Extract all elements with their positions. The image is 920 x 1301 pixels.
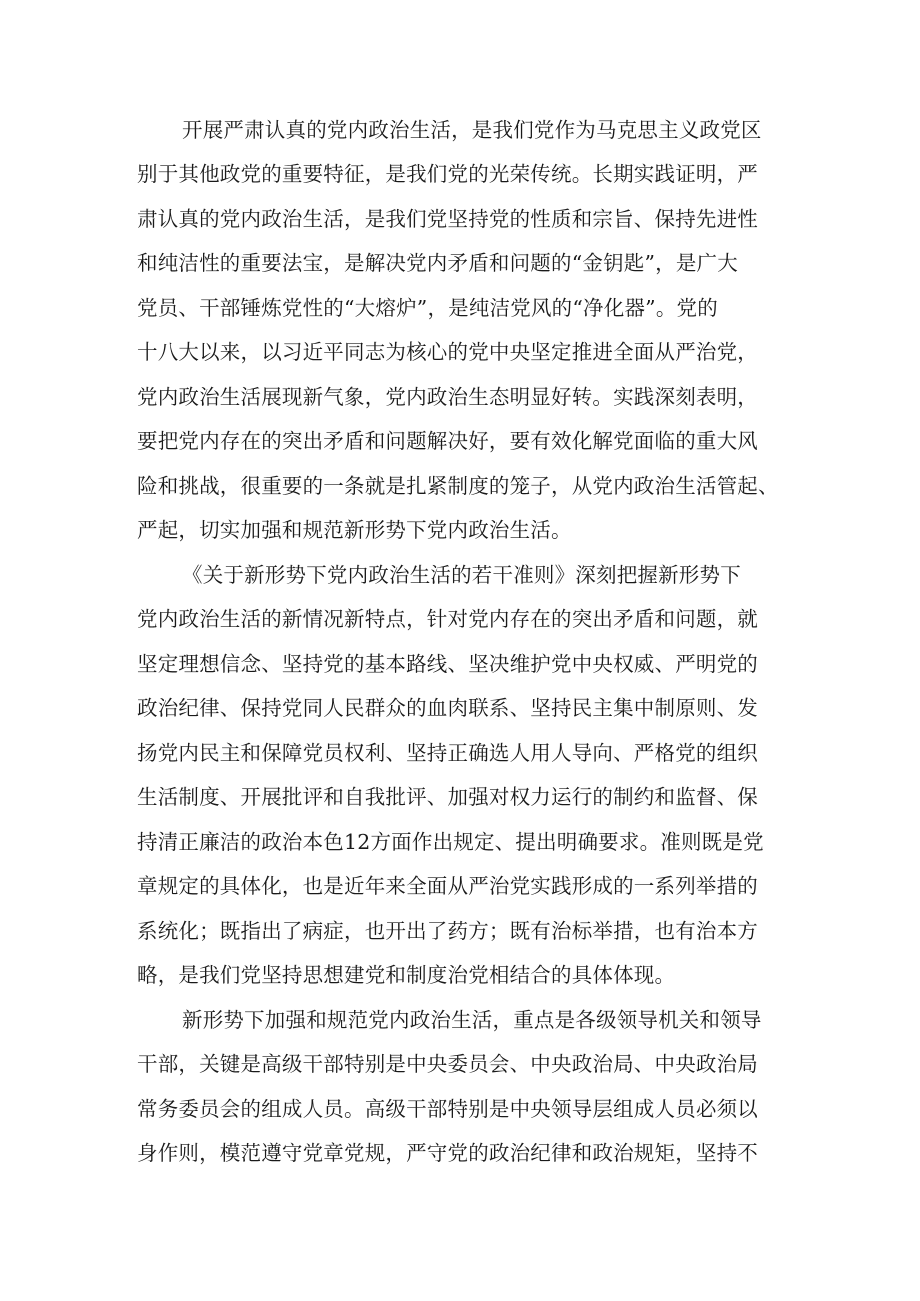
text-line: 别于其他政党的重要特征，是我们党的光荣传统。长期实践证明，严 (137, 162, 758, 186)
text-line: 新形势下加强和规范党内政治生活，重点是各级领导机关和领导 (182, 1008, 762, 1032)
text-line: 身作则，模范遵守党章党规，严守党的政治纪律和政治规矩，坚持不 (137, 1141, 758, 1165)
text-line: 险和挑战，很重要的一条就是扎紧制度的笼子，从党内政治生活管起、 (137, 474, 779, 498)
text-line: 《关于新形势下党内政治生活的若干准则》深刻把握新形势下 (182, 563, 741, 587)
text-line: 开展严肃认真的党内政治生活，是我们党作为马克思主义政党区 (182, 118, 762, 142)
text-line: 十八大以来，以习近平同志为核心的党中央坚定推进全面从严治党， (137, 340, 758, 364)
text-line: 系统化；既指出了病症，也开出了药方；既有治标举措，也有治本方 (137, 919, 758, 943)
text-line: 和纯洁性的重要法宝，是解决党内矛盾和问题的“金钥匙”，是广大 (137, 251, 738, 275)
text-line: 略，是我们党坚持思想建党和制度治党相结合的具体体现。 (137, 963, 676, 987)
text-line: 肃认真的党内政治生活，是我们党坚持党的性质和宗旨、保持先进性 (137, 207, 758, 231)
text-line: 章规定的具体化，也是近年来全面从严治党实践形成的一系列举措的 (137, 874, 758, 898)
text-line: 持清正廉洁的政治本色12方面作出规定、提出明确要求。准则既是党 (137, 830, 764, 854)
text-line: 要把党内存在的突出矛盾和问题解决好，要有效化解党面临的重大风 (137, 429, 758, 453)
text-line: 坚定理想信念、坚持党的基本路线、坚决维护党中央权威、严明党的 (137, 652, 758, 676)
text-line: 政治纪律、保持党同人民群众的血肉联系、坚持民主集中制原则、发 (137, 696, 758, 720)
text-line: 党内政治生活的新情况新特点，针对党内存在的突出矛盾和问题，就 (137, 607, 758, 631)
text-line: 党内政治生活展现新气象，党内政治生态明显好转。实践深刻表明， (137, 385, 758, 409)
text-line: 常务委员会的组成人员。高级干部特别是中央领导层组成人员必须以 (137, 1097, 758, 1121)
text-line: 生活制度、开展批评和自我批评、加强对权力运行的制约和监督、保 (137, 785, 758, 809)
text-line: 严起，切实加强和规范新形势下党内政治生活。 (137, 518, 572, 542)
text-line: 党员、干部锤炼党性的“大熔炉”，是纯洁党风的“净化器”。党的 (137, 296, 718, 320)
text-line: 扬党内民主和保障党员权利、坚持正确选人用人导向、严格党的组织 (137, 741, 758, 765)
text-line: 干部，关键是高级干部特别是中央委员会、中央政治局、中央政治局 (137, 1052, 758, 1076)
